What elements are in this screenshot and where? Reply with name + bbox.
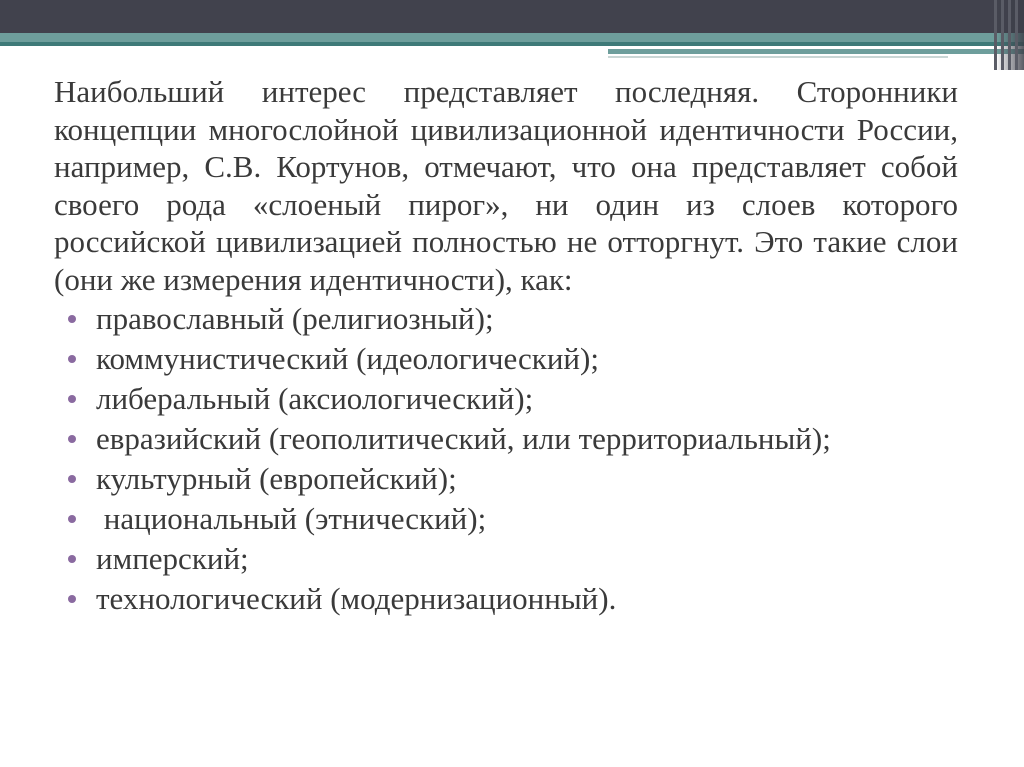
list-item [54,380,958,417]
header-side-bars [992,0,1024,70]
bullet-icon [68,315,76,323]
list-item [54,420,958,457]
list-item-text: национальный (этнический); [96,501,487,536]
bullet-icon [68,355,76,363]
list-item-text: имперский; [96,541,249,576]
list-item-text: культурный (европейский); [96,461,457,496]
list-item-text: евразийский (геополитический, или территориальный); [96,421,831,456]
slide-content [54,73,958,620]
header-accent-line-thin [608,56,948,58]
header-band [0,0,1024,33]
list-item-text: технологический (модернизационный). [96,581,617,616]
list-item [54,300,958,337]
list-item-text: православный (религиозный); [96,301,494,336]
list-item [54,460,958,497]
body-paragraph: Наибольший интерес представляет последняя. Сторонники концепции многослойной цивилизационной идентичности России, например, С.В. Кортунов, отмечают, что она представляет собой своего рода «слоеный пирог», ни один из слоев которого российской цивилизацией полностью не отторгнут. Это такие слои (они же измерения идентичности), как: [54,74,958,297]
bullet-icon [68,515,76,523]
identity-layers-list [54,300,958,617]
list-item-text: либеральный (аксиологический); [96,381,534,416]
header-accent-line [608,49,1024,54]
list-item-text: коммунистический (идеологический); [96,341,599,376]
list-item [54,580,958,617]
bullet-icon [68,395,76,403]
header-teal-strip [0,33,1024,42]
list-item [54,340,958,377]
bullet-icon [68,435,76,443]
bullet-icon [68,555,76,563]
list-item [54,540,958,577]
list-item [54,500,958,537]
header-teal-strip-dark [0,42,1024,46]
bullet-icon [68,475,76,483]
bullet-icon [68,595,76,603]
